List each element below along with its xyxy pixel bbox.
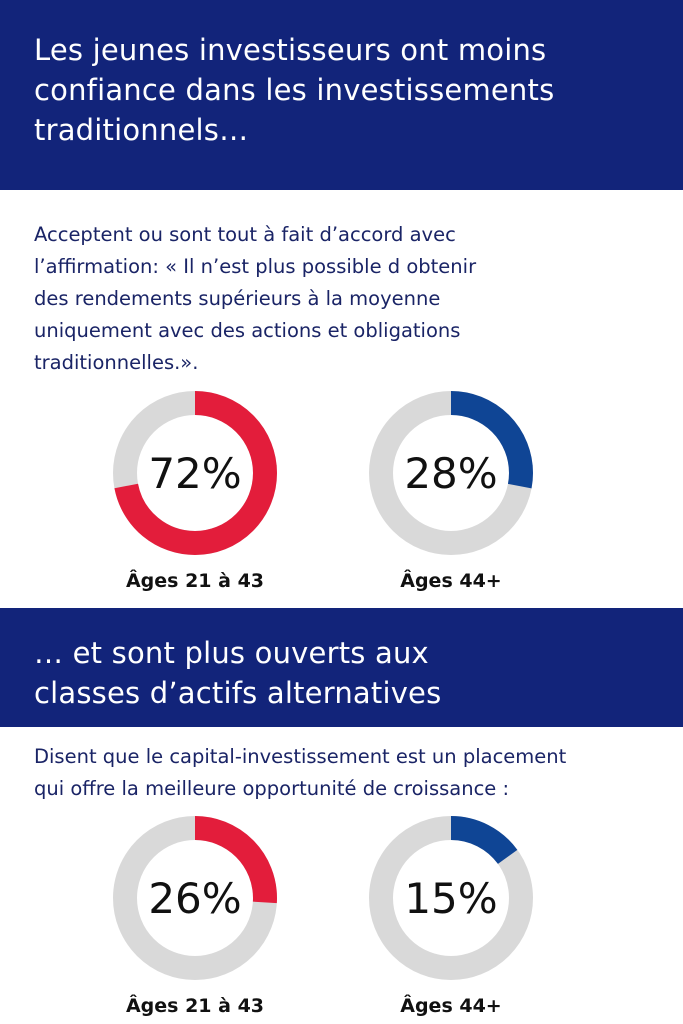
section1-header-band xyxy=(0,0,683,190)
donut-svg xyxy=(110,813,280,983)
donut-svg xyxy=(366,813,536,983)
donut-chart-young-private-equity xyxy=(105,813,285,1017)
section2-title: … et sont plus ouverts aux classes d’actifs alternatives xyxy=(34,636,442,710)
donut-category-label: Âges 44+ xyxy=(400,995,502,1017)
donut-category-label: Âges 44+ xyxy=(400,570,502,592)
donut-chart-older-private-equity xyxy=(361,813,541,1017)
section2-header-band xyxy=(0,608,683,727)
donut-category-label: Âges 21 à 43 xyxy=(125,995,265,1017)
donut-value-label: 26% xyxy=(148,874,242,923)
donut-chart-young-traditional xyxy=(105,388,285,592)
donut-value-label: 28% xyxy=(404,449,498,498)
donut-chart-older-traditional xyxy=(361,388,541,592)
donut-value-label: 15% xyxy=(404,874,498,923)
donut-svg xyxy=(110,388,280,558)
donut-category-label: Âges 21 à 43 xyxy=(125,570,265,592)
donut-svg xyxy=(366,388,536,558)
section2-description: Disent que le capital-investissement est un placement qui offre la meilleure opportunité de croissance : xyxy=(34,745,567,800)
section1-title: Les jeunes investisseurs ont moins confiance dans les investissements traditionnels… xyxy=(34,33,555,147)
donut-value-label: 72% xyxy=(148,449,242,498)
section1-description: Acceptent ou sont tout à fait d’accord avec l’affirmation: « Il n’est plus possible d obtenir des rendements supérieurs à la moyenne uniquement avec des actions et obligations traditionnelles.». xyxy=(34,223,477,374)
